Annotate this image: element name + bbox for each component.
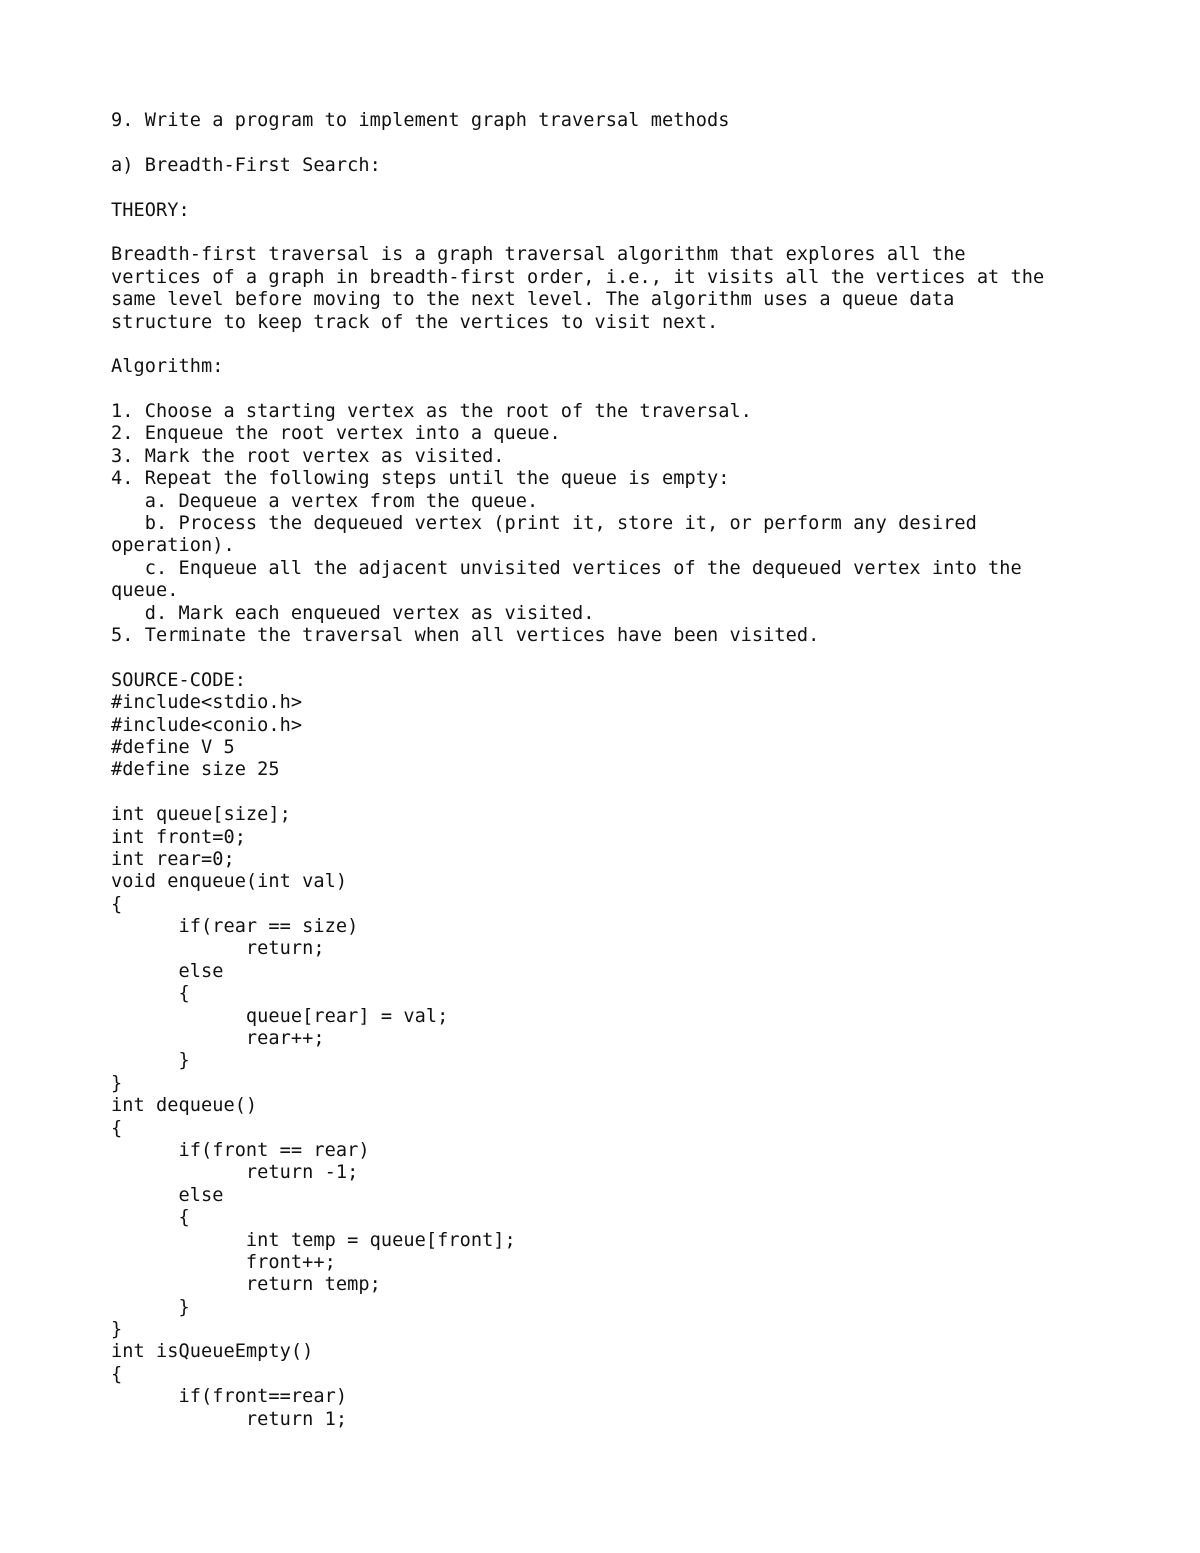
theory-line: Breadth-first traversal is a graph traversal algorithm that explores all the bbox=[111, 244, 966, 266]
algorithm-step: c. Enqueue all the adjacent unvisited vertices of the dequeued vertex into the bbox=[111, 557, 1022, 579]
code-line: rear++; bbox=[111, 1028, 325, 1050]
algorithm-step: 5. Terminate the traversal when all vertices have been visited. bbox=[111, 624, 820, 646]
theory-line: same level before moving to the next level. The algorithm uses a queue data bbox=[111, 289, 955, 311]
spacer bbox=[111, 379, 1111, 401]
code-line: { bbox=[111, 983, 190, 1005]
code-line: int rear=0; bbox=[111, 848, 235, 870]
code-line: return; bbox=[111, 938, 325, 960]
code-line: return 1; bbox=[111, 1408, 348, 1430]
algorithm-step: operation). bbox=[111, 535, 235, 557]
algorithm-steps bbox=[111, 401, 1111, 647]
code-line: else bbox=[111, 1184, 224, 1206]
document-content bbox=[111, 110, 1111, 1431]
code-line: #include<conio.h> bbox=[111, 714, 303, 736]
theory-line: vertices of a graph in breadth-first order, i.e., it visits all the vertices at the bbox=[111, 266, 1045, 288]
code-line: queue[rear] = val; bbox=[111, 1005, 449, 1027]
spacer bbox=[111, 782, 1111, 804]
code-line: #include<stdio.h> bbox=[111, 692, 303, 714]
algorithm-step: 3. Mark the root vertex as visited. bbox=[111, 445, 505, 467]
code-line: front++; bbox=[111, 1251, 336, 1273]
code-line: #define size 25 bbox=[111, 759, 280, 781]
code-line: if(front == rear) bbox=[111, 1139, 370, 1161]
code-line: } bbox=[111, 1296, 190, 1318]
code-line: { bbox=[111, 1207, 190, 1229]
code-line: int front=0; bbox=[111, 826, 246, 848]
code-line: { bbox=[111, 1117, 123, 1139]
theory-line: structure to keep track of the vertices to visit next. bbox=[111, 311, 719, 333]
algorithm-step: 4. Repeat the following steps until the queue is empty: bbox=[111, 468, 730, 490]
algorithm-label: Algorithm: bbox=[111, 356, 224, 378]
theory-label: THEORY: bbox=[111, 199, 190, 221]
code-line: #define V 5 bbox=[111, 736, 235, 758]
code-line: if(front==rear) bbox=[111, 1386, 348, 1408]
question-title: 9. Write a program to implement graph traversal methods bbox=[111, 110, 730, 131]
spacer bbox=[111, 222, 1111, 244]
code-line: int dequeue() bbox=[111, 1095, 258, 1117]
code-body bbox=[111, 804, 1111, 1431]
algorithm-step: queue. bbox=[111, 580, 179, 602]
spacer bbox=[111, 177, 1111, 199]
code-line: return -1; bbox=[111, 1162, 359, 1184]
theory-paragraph bbox=[111, 244, 1111, 334]
algorithm-step: a. Dequeue a vertex from the queue. bbox=[111, 490, 539, 512]
subheading: a) Breadth-First Search: bbox=[111, 154, 381, 176]
code-line: } bbox=[111, 1319, 123, 1341]
algorithm-step: 2. Enqueue the root vertex into a queue. bbox=[111, 423, 561, 445]
source-code-label: SOURCE-CODE: bbox=[111, 669, 246, 691]
spacer bbox=[111, 334, 1111, 356]
code-line: } bbox=[111, 1050, 190, 1072]
code-line: int queue[size]; bbox=[111, 804, 291, 826]
spacer bbox=[111, 647, 1111, 669]
code-line: return temp; bbox=[111, 1274, 381, 1296]
code-header bbox=[111, 692, 1111, 782]
code-line: if(rear == size) bbox=[111, 916, 359, 938]
spacer bbox=[111, 132, 1111, 154]
code-line: } bbox=[111, 1072, 123, 1094]
algorithm-step: d. Mark each enqueued vertex as visited. bbox=[111, 602, 595, 624]
algorithm-step: 1. Choose a starting vertex as the root of the traversal. bbox=[111, 401, 752, 423]
algorithm-step: b. Process the dequeued vertex (print it, store it, or perform any desired bbox=[111, 513, 977, 535]
code-line: int isQueueEmpty() bbox=[111, 1341, 314, 1363]
code-line: { bbox=[111, 1363, 123, 1385]
code-line: void enqueue(int val) bbox=[111, 871, 348, 893]
code-line: int temp = queue[front]; bbox=[111, 1229, 516, 1251]
code-line: else bbox=[111, 960, 224, 982]
code-line: { bbox=[111, 893, 123, 915]
